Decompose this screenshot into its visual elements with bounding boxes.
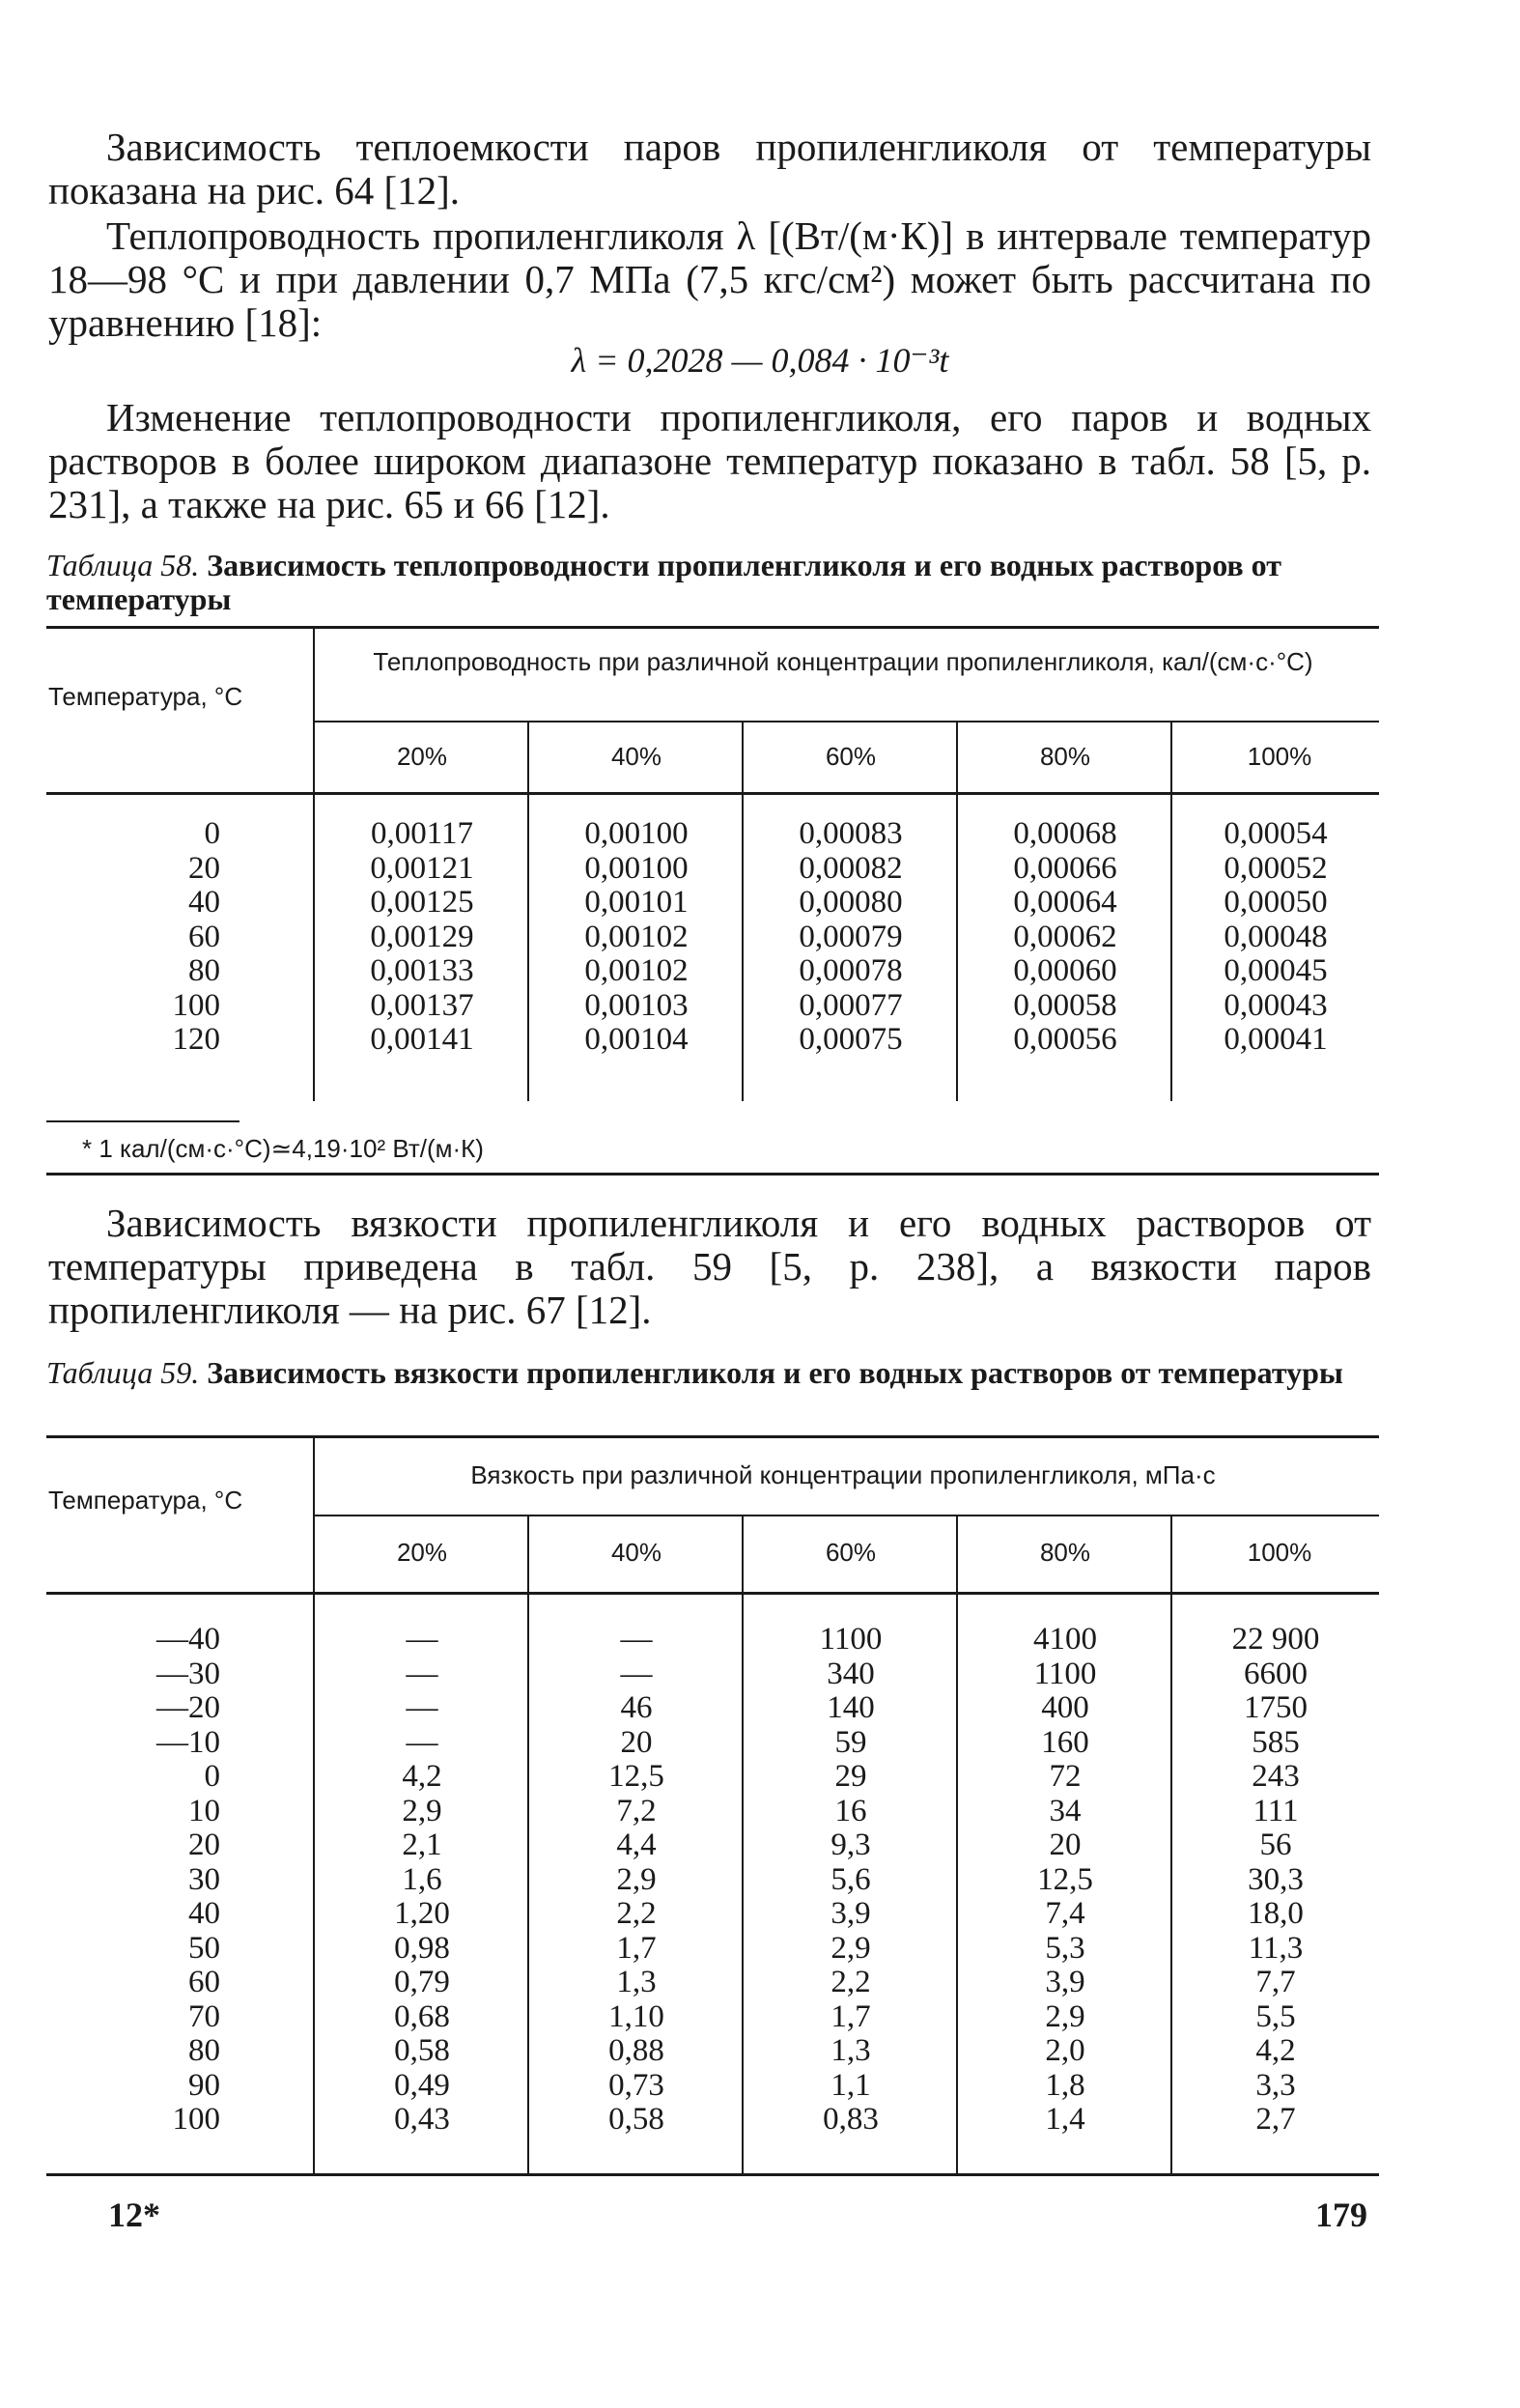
table-cell: 585 <box>1252 1724 1300 1760</box>
table-cell: 160 <box>1041 1724 1089 1760</box>
table-cell: 1100 <box>819 1622 883 1657</box>
table-cell: 20 <box>188 1827 220 1862</box>
table-cell: 1,7 <box>830 1998 871 2034</box>
table-cell: 2,9 <box>616 1861 657 1897</box>
table-cell: 12,5 <box>1037 1861 1093 1897</box>
table-cell: 30,3 <box>1248 1861 1304 1897</box>
table59-values-60 <box>744 1623 958 2138</box>
table-cell: 30 <box>188 1861 220 1897</box>
table-cell: 59 <box>834 1724 867 1760</box>
table-cell: — <box>620 1622 653 1657</box>
table-cell: 56 <box>1259 1827 1292 1862</box>
table-cell: 4,2 <box>1255 2033 1296 2068</box>
table-cell: 0,00041 <box>1224 1022 1328 1057</box>
table58 <box>46 626 1379 1099</box>
table59-label: Таблица 59. <box>46 1355 200 1390</box>
table-cell: 7,4 <box>1045 1896 1085 1931</box>
table-cell: 120 <box>172 1022 220 1057</box>
table-cell: 20 <box>620 1724 653 1760</box>
table-cell: 0,00129 <box>370 919 474 954</box>
table-cell: 0,00068 <box>1013 816 1117 851</box>
conductivity-formula: λ = 0,2028 — 0,084 · 10⁻³t <box>571 341 949 380</box>
table-cell: 50 <box>188 1930 220 1966</box>
table-cell: 0,00103 <box>584 987 689 1023</box>
paragraph-viscosity: Зависимость вязкости пропиленгликоля и его водных растворов от температуры приведена в табл. 59 [5, p. 238], а вязкости паров пропиленгликоля — на рис. 67 [12]. <box>48 1201 1371 1332</box>
table-cell: 0,00056 <box>1013 1022 1117 1057</box>
table-cell: 60 <box>188 919 220 954</box>
table-cell: 0,00141 <box>370 1022 474 1057</box>
paragraph-conductivity-change: Изменение теплопроводности пропиленгликоля, его паров и водных растворов в более широком диапазоне температур показано в табл. 58 [5, p. 231], а также на рис. 65 и 66 [12]. <box>48 395 1371 526</box>
table59-col-20: 20% <box>396 1538 448 1567</box>
table-cell: — <box>620 1656 653 1691</box>
table-cell: 4,4 <box>616 1827 657 1862</box>
table-cell: 0,49 <box>394 2067 450 2103</box>
table-cell: 0 <box>204 816 220 851</box>
table-cell: 0,58 <box>394 2033 450 2068</box>
table-cell: 0,00080 <box>799 885 903 920</box>
table-cell: 0,00060 <box>1013 953 1117 988</box>
table-cell: 100 <box>172 2102 220 2137</box>
paragraph-heat-capacity: Зависимость теплоемкости паров пропиленгликоля от температуры показана на рис. 64 [12]. <box>48 125 1371 212</box>
table-cell: 80 <box>188 953 220 988</box>
table-cell: 0,79 <box>394 1965 450 1999</box>
table-cell: 0,00082 <box>799 850 903 886</box>
table-cell: 0,00062 <box>1013 919 1117 954</box>
paragraph-thermal-conductivity: Теплопроводность пропиленгликоля λ [(Вт/(м·К)] в интервале температур 18—98 °С и при давлении 0,7 МПа (7,5 кгс/см²) может быть рассчитана по уравнению [18]: <box>48 213 1371 345</box>
table-cell: 0,00137 <box>370 987 474 1023</box>
table58-col-80: 80% <box>1039 742 1091 771</box>
table-cell: 0,73 <box>608 2067 664 2103</box>
table-cell: 3,3 <box>1255 2067 1296 2103</box>
table58-label: Таблица 58. <box>46 548 200 582</box>
table-cell: 0,68 <box>394 1998 450 2034</box>
table-cell: 0,00054 <box>1224 816 1328 851</box>
table-cell: 70 <box>188 1998 220 2034</box>
table-cell: 140 <box>827 1690 875 1725</box>
table59-values-80 <box>958 1623 1172 2138</box>
table-cell: 4100 <box>1033 1622 1097 1657</box>
table-cell: 90 <box>188 2067 220 2103</box>
table-cell: 1,10 <box>608 1998 664 2034</box>
table59-values-40 <box>529 1623 744 2138</box>
table58-values-40 <box>529 817 744 1058</box>
table-cell: 10 <box>188 1793 220 1828</box>
table-cell: 7,2 <box>616 1793 657 1828</box>
table-cell: 6600 <box>1244 1656 1308 1691</box>
table58-col-20: 20% <box>396 742 448 771</box>
table-cell: 0,98 <box>394 1930 450 1966</box>
table-cell: 0,00102 <box>584 919 689 954</box>
table-cell: 1,1 <box>830 2067 871 2103</box>
table-cell: 0,00048 <box>1224 919 1328 954</box>
page-number: 179 <box>1315 2196 1367 2234</box>
table-cell: 12,5 <box>608 1759 664 1794</box>
table-cell: —40 <box>156 1622 220 1657</box>
table-cell: 80 <box>188 2033 220 2068</box>
table59-col-100: 100% <box>1247 1538 1312 1567</box>
table-cell: 0,58 <box>608 2102 664 2137</box>
table-cell: 0,00104 <box>584 1022 689 1057</box>
table-cell: 60 <box>188 1965 220 1999</box>
table-cell: 11,3 <box>1248 1930 1304 1966</box>
table58-temperature-column <box>75 817 220 1058</box>
table-cell: 243 <box>1252 1759 1300 1794</box>
table-cell: 1,3 <box>616 1965 657 1999</box>
table-cell: 1100 <box>1033 1656 1097 1691</box>
table-cell: 4,2 <box>402 1759 442 1794</box>
table-cell: 7,7 <box>1255 1965 1296 1999</box>
table59-values-20 <box>315 1623 529 2138</box>
table-cell: 16 <box>834 1793 867 1828</box>
table-cell: 0,00083 <box>799 816 903 851</box>
table-cell: 0 <box>204 1759 220 1794</box>
table58-caption <box>46 549 1379 616</box>
table-cell: 0,00075 <box>799 1022 903 1057</box>
table-cell: 1,8 <box>1045 2067 1085 2103</box>
table59-col-40: 40% <box>610 1538 662 1567</box>
table-cell: 0,00125 <box>370 885 474 920</box>
table59-temperature-column <box>75 1623 220 2138</box>
table-cell: 46 <box>620 1690 653 1725</box>
table59 <box>46 1435 1379 2175</box>
table-cell: 0,00117 <box>370 816 474 851</box>
table58-col-40: 40% <box>610 742 662 771</box>
table-cell: 40 <box>188 885 220 920</box>
table-cell: 1,7 <box>616 1930 657 1966</box>
table-cell: 20 <box>188 850 220 886</box>
table-cell: 22 900 <box>1231 1622 1320 1657</box>
table-cell: 2,1 <box>402 1827 442 1862</box>
table-cell: —10 <box>156 1724 220 1760</box>
table-cell: 40 <box>188 1896 220 1931</box>
table-cell: —30 <box>156 1656 220 1691</box>
table-cell: 5,6 <box>830 1861 871 1897</box>
table58-values-100 <box>1172 817 1379 1058</box>
table-cell: 1,20 <box>394 1896 450 1931</box>
table58-group-header: Теплопроводность при различной концентрации пропиленгликоля, кал/(см·с·°С) <box>373 647 1313 676</box>
table59-title: Зависимость вязкости пропиленгликоля и его водных растворов от температуры <box>207 1355 1343 1390</box>
table-cell: 3,9 <box>830 1896 871 1931</box>
table-cell: 0,00043 <box>1224 987 1328 1023</box>
table-cell: 0,00133 <box>370 953 474 988</box>
table59-temp-header: Температура, °С <box>48 1486 243 1515</box>
table-cell: 0,00058 <box>1013 987 1117 1023</box>
table-cell: 18,0 <box>1248 1896 1304 1931</box>
table-cell: 2,2 <box>830 1965 871 1999</box>
table58-col-60: 60% <box>825 742 877 771</box>
table-cell: 0,00100 <box>584 850 689 886</box>
table-cell: 9,3 <box>830 1827 871 1862</box>
table-cell: —20 <box>156 1690 220 1725</box>
table-cell: 0,83 <box>823 2102 879 2137</box>
table-cell: 0,00045 <box>1224 953 1328 988</box>
table59-col-60: 60% <box>825 1538 877 1567</box>
table-cell: 0,00077 <box>799 987 903 1023</box>
table-cell: 0,00066 <box>1013 850 1117 886</box>
table59-caption <box>46 1356 1379 1390</box>
table-cell: 3,9 <box>1045 1965 1085 1999</box>
table-cell: 1,3 <box>830 2033 871 2068</box>
table-cell: 0,43 <box>394 2102 450 2137</box>
table-cell: 5,5 <box>1255 1998 1296 2034</box>
table59-values-100 <box>1172 1623 1379 2138</box>
table58-col-100: 100% <box>1247 742 1312 771</box>
table-cell: 34 <box>1049 1793 1082 1828</box>
table-cell: 1,6 <box>402 1861 442 1897</box>
table-cell: 5,3 <box>1045 1930 1085 1966</box>
table-cell: 2,2 <box>616 1896 657 1931</box>
table-cell: 0,00102 <box>584 953 689 988</box>
table-cell: 100 <box>172 987 220 1023</box>
table-cell: — <box>406 1690 438 1725</box>
table-cell: 0,00121 <box>370 850 474 886</box>
table-cell: 29 <box>834 1759 867 1794</box>
table-cell: — <box>406 1656 438 1691</box>
table-cell: 2,0 <box>1045 2033 1085 2068</box>
table58-values-20 <box>315 817 529 1058</box>
table-cell: 0,00100 <box>584 816 689 851</box>
table-cell: 340 <box>827 1656 875 1691</box>
table-cell: 0,00078 <box>799 953 903 988</box>
table-cell: 2,9 <box>1045 1998 1085 2034</box>
table-cell: 20 <box>1049 1827 1082 1862</box>
table-cell: — <box>406 1724 438 1760</box>
table58-values-60 <box>744 817 958 1058</box>
table-cell: 111 <box>1253 1793 1299 1828</box>
table-cell: 0,00079 <box>799 919 903 954</box>
table-cell: — <box>406 1622 438 1657</box>
table-cell: 1750 <box>1244 1690 1308 1725</box>
table-cell: 2,7 <box>1255 2102 1296 2137</box>
table59-group-header: Вязкость при различной концентрации пропиленгликоля, мПа·с <box>470 1460 1216 1489</box>
table-cell: 0,00052 <box>1224 850 1328 886</box>
table-cell: 72 <box>1049 1759 1082 1794</box>
table-cell: 0,88 <box>608 2033 664 2068</box>
table58-values-80 <box>958 817 1172 1058</box>
table-cell: 0,00101 <box>584 885 689 920</box>
table-cell: 1,4 <box>1045 2102 1085 2137</box>
table-cell: 0,00064 <box>1013 885 1117 920</box>
signature-mark: 12* <box>108 2196 160 2234</box>
table59-col-80: 80% <box>1039 1538 1091 1567</box>
table-cell: 2,9 <box>830 1930 871 1966</box>
table-cell: 400 <box>1041 1690 1089 1725</box>
table58-title: Зависимость теплопроводности пропиленгликоля и его водных растворов от температуры <box>46 548 1281 616</box>
table58-temp-header: Температура, °С <box>48 682 243 711</box>
table-cell: 2,9 <box>402 1793 442 1828</box>
table-cell: 0,00050 <box>1224 885 1328 920</box>
table58-footnote: * 1 кал/(см·с·°С)≃4,19·10² Вт/(м·К) <box>82 1134 484 1163</box>
